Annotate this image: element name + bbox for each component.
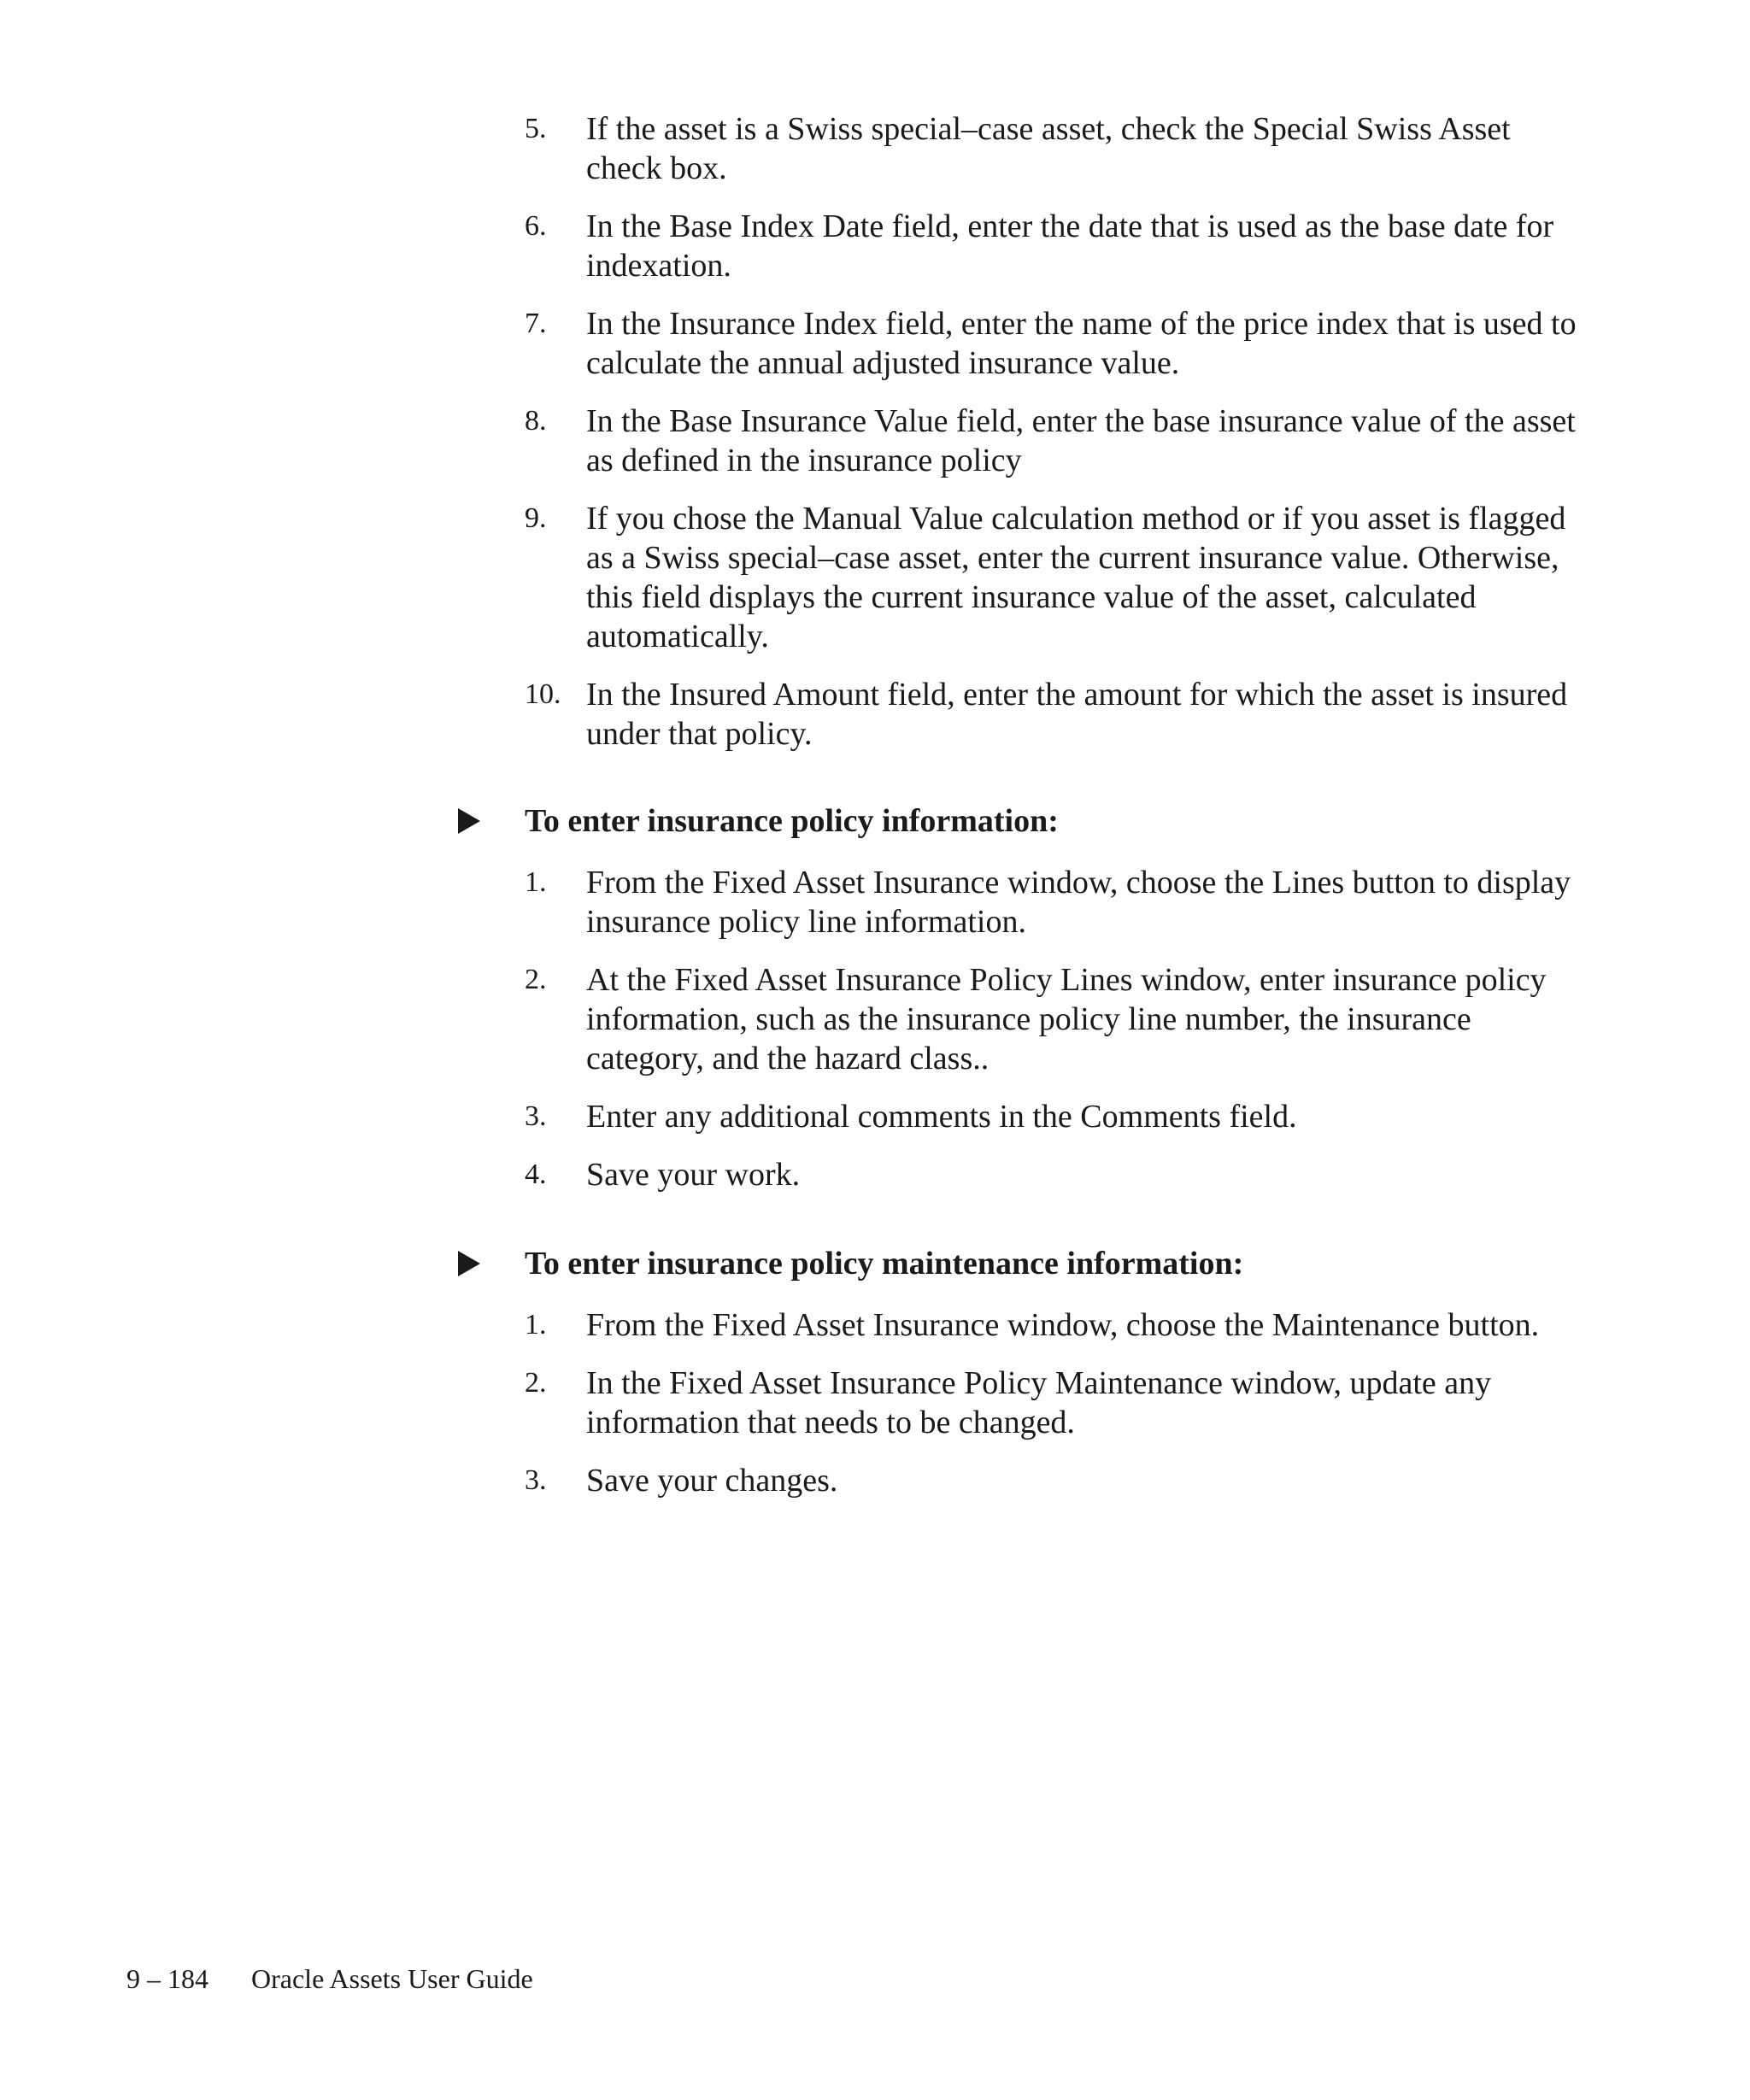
- list-item: [525, 675, 1584, 754]
- list-item: [525, 1461, 1584, 1500]
- section3-steps: [525, 1305, 1584, 1519]
- list-item: [525, 1305, 1584, 1345]
- step-number: 9.: [525, 502, 547, 534]
- list-item: [525, 402, 1584, 480]
- list-item: [525, 1097, 1584, 1136]
- step-number: 1.: [525, 1309, 547, 1340]
- step-text: Enter any additional comments in the Comments field.: [586, 1099, 1297, 1135]
- step-text: In the Fixed Asset Insurance Policy Maintenance window, update any information that needs to be changed.: [586, 1365, 1492, 1440]
- section1-steps: [525, 109, 1584, 772]
- list-item: [525, 1155, 1584, 1194]
- triangle-bullet-icon: [458, 1251, 480, 1276]
- step-number: 7.: [525, 308, 547, 339]
- list-item: [525, 863, 1584, 941]
- list-item: [525, 304, 1584, 383]
- footer-page-number: 9 – 184: [126, 1963, 208, 1994]
- step-text: At the Fixed Asset Insurance Policy Lines window, enter insurance policy information, such as the insurance policy line number, the insurance category, and the hazard class..: [586, 962, 1547, 1076]
- list-item: [525, 499, 1584, 656]
- step-text: From the Fixed Asset Insurance window, choose the Maintenance button.: [586, 1307, 1540, 1343]
- step-number: 2.: [525, 1367, 547, 1399]
- step-number: 1.: [525, 866, 547, 898]
- list-item: [525, 1364, 1584, 1442]
- section-heading-text: To enter insurance policy maintenance information:: [525, 1246, 1244, 1282]
- step-number: 6.: [525, 210, 547, 242]
- triangle-bullet-icon: [458, 808, 480, 834]
- step-number: 3.: [525, 1100, 547, 1132]
- step-number: 2.: [525, 964, 547, 995]
- step-text: In the Insured Amount field, enter the amount for which the asset is insured under that policy.: [586, 677, 1568, 752]
- section-heading-maintenance-information: [458, 1244, 1603, 1287]
- step-number: 8.: [525, 405, 547, 437]
- step-text: From the Fixed Asset Insurance window, choose the Lines button to display insurance policy line information.: [586, 865, 1571, 940]
- step-number: 5.: [525, 113, 547, 144]
- step-number: 3.: [525, 1464, 547, 1496]
- step-text: Save your work.: [586, 1157, 801, 1193]
- section-heading-policy-information: [458, 801, 1603, 844]
- step-text: Save your changes.: [586, 1463, 838, 1499]
- step-text: If you chose the Manual Value calculation method or if you asset is flagged as a Swiss special–case asset, enter the current insurance value. Otherwise, this field displays the current insurance value of the asset, calculated automatically.: [586, 501, 1566, 654]
- page-footer: [126, 1962, 533, 1996]
- list-item: [525, 207, 1584, 285]
- step-number: 4.: [525, 1159, 547, 1190]
- step-text: In the Base Insurance Value field, enter the base insurance value of the asset as defined in the insurance policy: [586, 403, 1576, 478]
- step-text: In the Base Index Date field, enter the date that is used as the base date for indexation.: [586, 208, 1554, 284]
- list-item: [525, 109, 1584, 188]
- section2-steps: [525, 863, 1584, 1213]
- list-item: [525, 960, 1584, 1078]
- step-text: In the Insurance Index field, enter the name of the price index that is used to calculate the annual adjusted insurance value.: [586, 306, 1577, 381]
- step-number: 10.: [525, 678, 561, 710]
- section-heading-text: To enter insurance policy information:: [525, 803, 1059, 839]
- footer-book-title: Oracle Assets User Guide: [251, 1963, 533, 1994]
- step-text: If the asset is a Swiss special–case asset, check the Special Swiss Asset check box.: [586, 111, 1511, 186]
